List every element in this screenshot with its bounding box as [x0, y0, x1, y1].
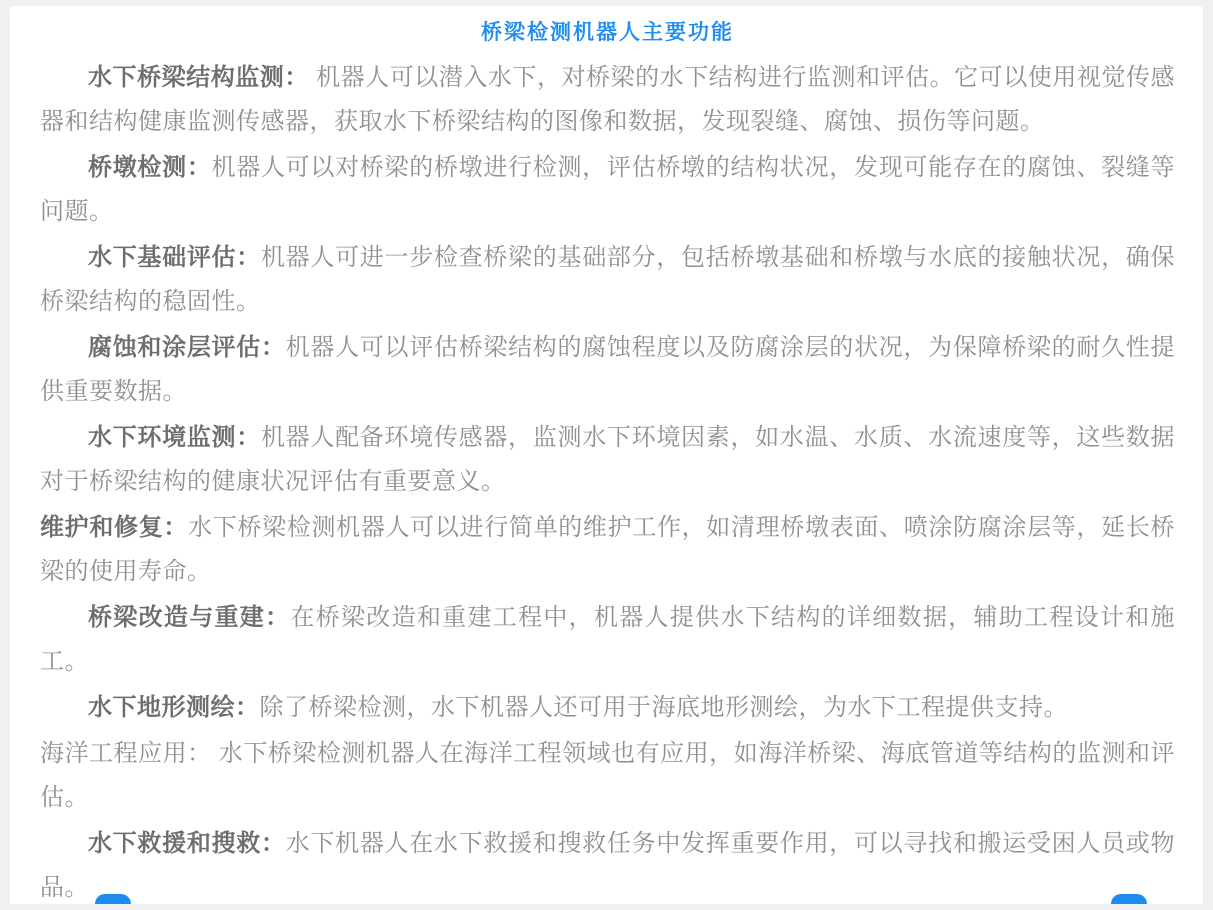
- paragraph-label: 海洋工程应用：: [40, 740, 212, 767]
- paragraph-label: 水下地形测绘：: [88, 694, 260, 721]
- document-body: [40, 56, 1175, 910]
- paragraph-text: 机器人可进一步检查桥梁的基础部分，包括桥墩基础和桥墩与水底的接触状况，确保桥梁结构的稳固性。: [40, 244, 1176, 315]
- paragraph-text: 水下桥梁检测机器人可以进行简单的维护工作，如清理桥墩表面、喷涂防腐涂层等，延长桥梁的使用寿命。: [40, 514, 1176, 585]
- paragraph-text: 机器人可以评估桥梁结构的腐蚀程度以及防腐涂层的状况，为保障桥梁的耐久性提供重要数据。: [40, 334, 1176, 405]
- page-title: 桥梁检测机器人主要功能: [481, 21, 734, 44]
- paragraph-label: 水下桥梁结构监测：: [88, 64, 309, 91]
- bottom-right-blue-fragment[interactable]: [1111, 894, 1147, 904]
- paragraph-text: 在桥梁改造和重建工程中，机器人提供水下结构的详细数据，辅助工程设计和施工。: [40, 604, 1176, 675]
- paragraph-text: 机器人可以潜入水下，对桥梁的水下结构进行监测和评估。它可以使用视觉传感器和结构健康监测传感器，获取水下桥梁结构的图像和数据，发现裂缝、腐蚀、损伤等问题。: [40, 64, 1175, 135]
- paragraph: [40, 732, 1175, 820]
- paragraph-label: 维护和修复：: [40, 514, 189, 541]
- paragraph: [40, 822, 1175, 910]
- paragraph-label: 水下环境监测：: [88, 424, 261, 451]
- paragraph-label: 桥梁改造与重建：: [88, 604, 291, 631]
- paragraph-text: 机器人配备环境传感器，监测水下环境因素，如水温、水质、水流速度等，这些数据对于桥梁结构的健康状况评估有重要意义。: [40, 424, 1176, 495]
- paragraph-label: 腐蚀和涂层评估：: [88, 334, 286, 361]
- paragraph-text: 机器人可以对桥梁的桥墩进行检测，评估桥墩的结构状况，发现可能存在的腐蚀、裂缝等问题。: [40, 154, 1175, 225]
- paragraph: [40, 236, 1175, 324]
- document-page: [10, 6, 1203, 904]
- paragraph: [40, 506, 1175, 594]
- paragraph: [40, 686, 1175, 730]
- paragraph-label: 水下救援和搜救：: [88, 830, 286, 857]
- paragraph: [40, 326, 1175, 414]
- paragraph: [40, 146, 1175, 234]
- paragraph-text: 水下桥梁检测机器人在海洋工程领域也有应用，如海洋桥梁、海底管道等结构的监测和评估。: [40, 740, 1176, 811]
- paragraph: [40, 596, 1175, 684]
- paragraph-text: 水下机器人在水下救援和搜救任务中发挥重要作用，可以寻找和搬运受困人员或物品。: [40, 830, 1176, 901]
- paragraph: [40, 56, 1175, 144]
- bottom-left-blue-fragment[interactable]: [95, 894, 131, 904]
- paragraph-label: 水下基础评估：: [88, 244, 261, 271]
- paragraph: [40, 416, 1175, 504]
- paragraph-text: 除了桥梁检测，水下机器人还可用于海底地形测绘，为水下工程提供支持。: [259, 694, 1068, 721]
- paragraph-label: 桥墩检测：: [88, 154, 212, 181]
